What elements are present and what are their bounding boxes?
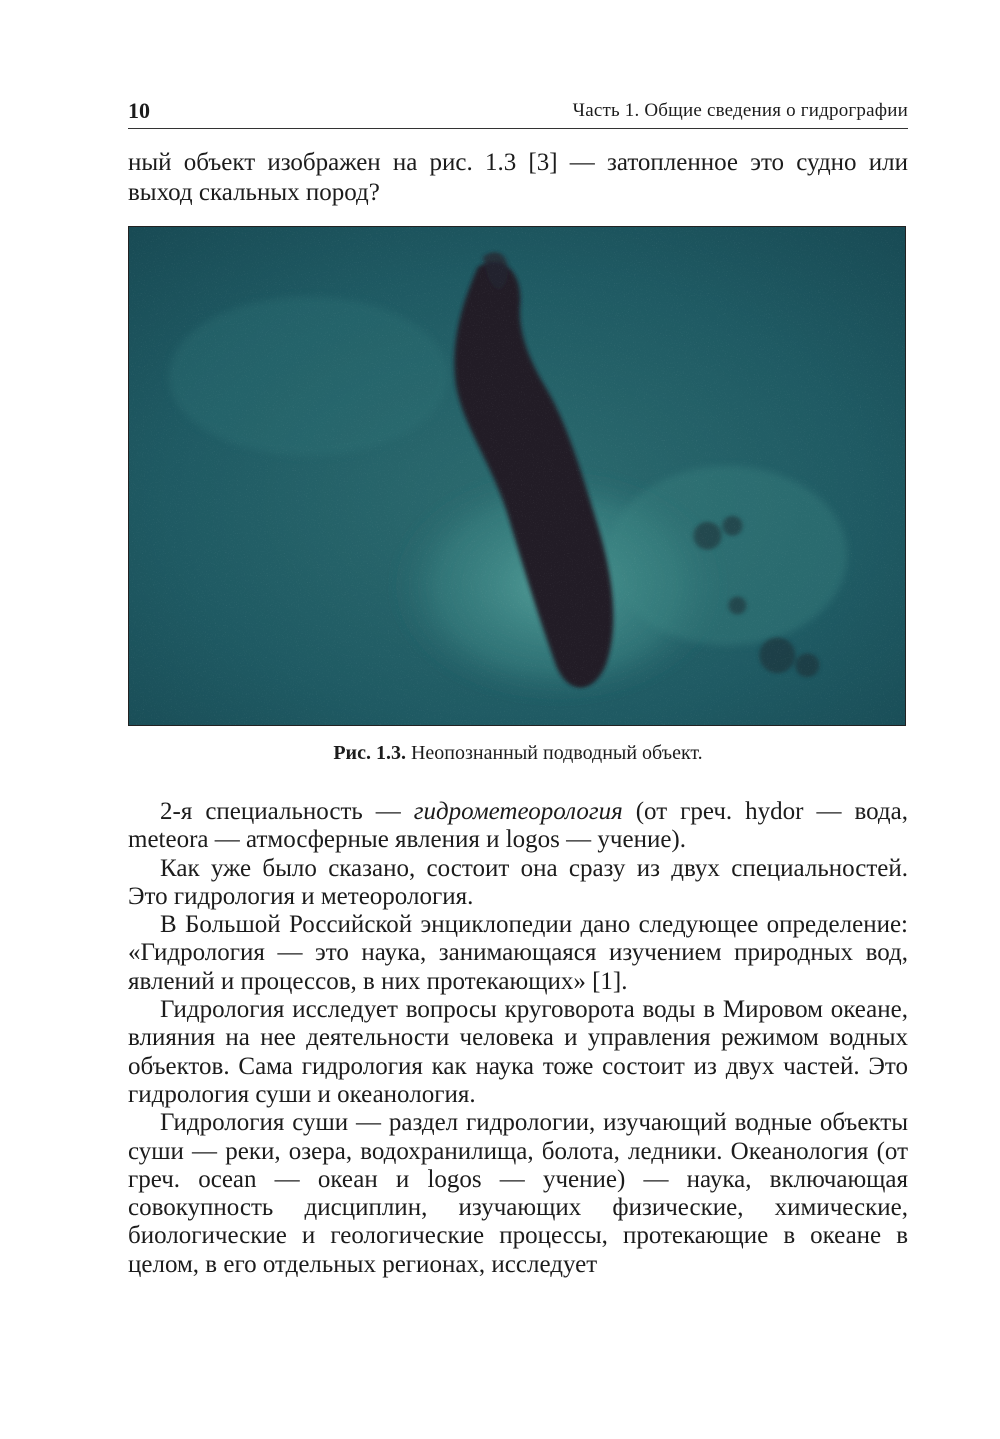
paragraph-1: [128, 798, 908, 855]
page-number: 10: [128, 98, 150, 123]
page-header: [128, 92, 908, 129]
paragraph-5: Гидрология суши — раздел гидрологии, изучающий водные объекты суши — реки, озера, водохранилища, болота, ледники. Океанология (от греч. ocean — океан и logos — учение) — наука, включающая совокупность дисциплин, изучающих физические, химические, биологические и геологические процессы, протекающие в океане в целом, в его отдельных регионах, исследует: [128, 1109, 908, 1278]
paragraph-4: Гидрология исследует вопросы круговорота воды в Мировом океане, влияния на нее деятельности человека и управления режимом водных объектов. Сама гидрология как наука тоже состоит из двух частей. Это гидрология суши и океанология.: [128, 996, 908, 1108]
term-hydrometeorology: гидрометеорология: [413, 798, 623, 825]
figure-label: Рис. 1.3.: [333, 742, 406, 764]
paragraph-3: В Большой Российской энциклопедии дано следующее определение: «Гидрология — это наука, занимающаяся изучением природных вод, явлений и процессов, в них протекающих» [1].: [128, 911, 908, 995]
figure-caption-text: Неопознанный подводный объект.: [405, 742, 703, 764]
paragraph-1-end: (от греч. hydor — вода, meteora — атмосферные явления и logos — учение).: [128, 798, 908, 854]
intro-paragraph: ный объект изображен на рис. 1.3 [3] — затопленное это судно или выход скальных пород?: [128, 149, 908, 206]
satellite-photo: [129, 227, 905, 725]
paragraph-1-start: 2-я специальность —: [160, 798, 414, 825]
body-text: [128, 798, 908, 1279]
paragraph-2: Как уже было сказано, состоит она сразу из двух специальностей. Это гидрология и метеорология.: [128, 854, 908, 910]
figure-caption: [128, 742, 908, 765]
running-title: Часть 1. Общие сведения о гидрографии: [572, 100, 908, 121]
figure-1-3-image: [128, 226, 906, 726]
